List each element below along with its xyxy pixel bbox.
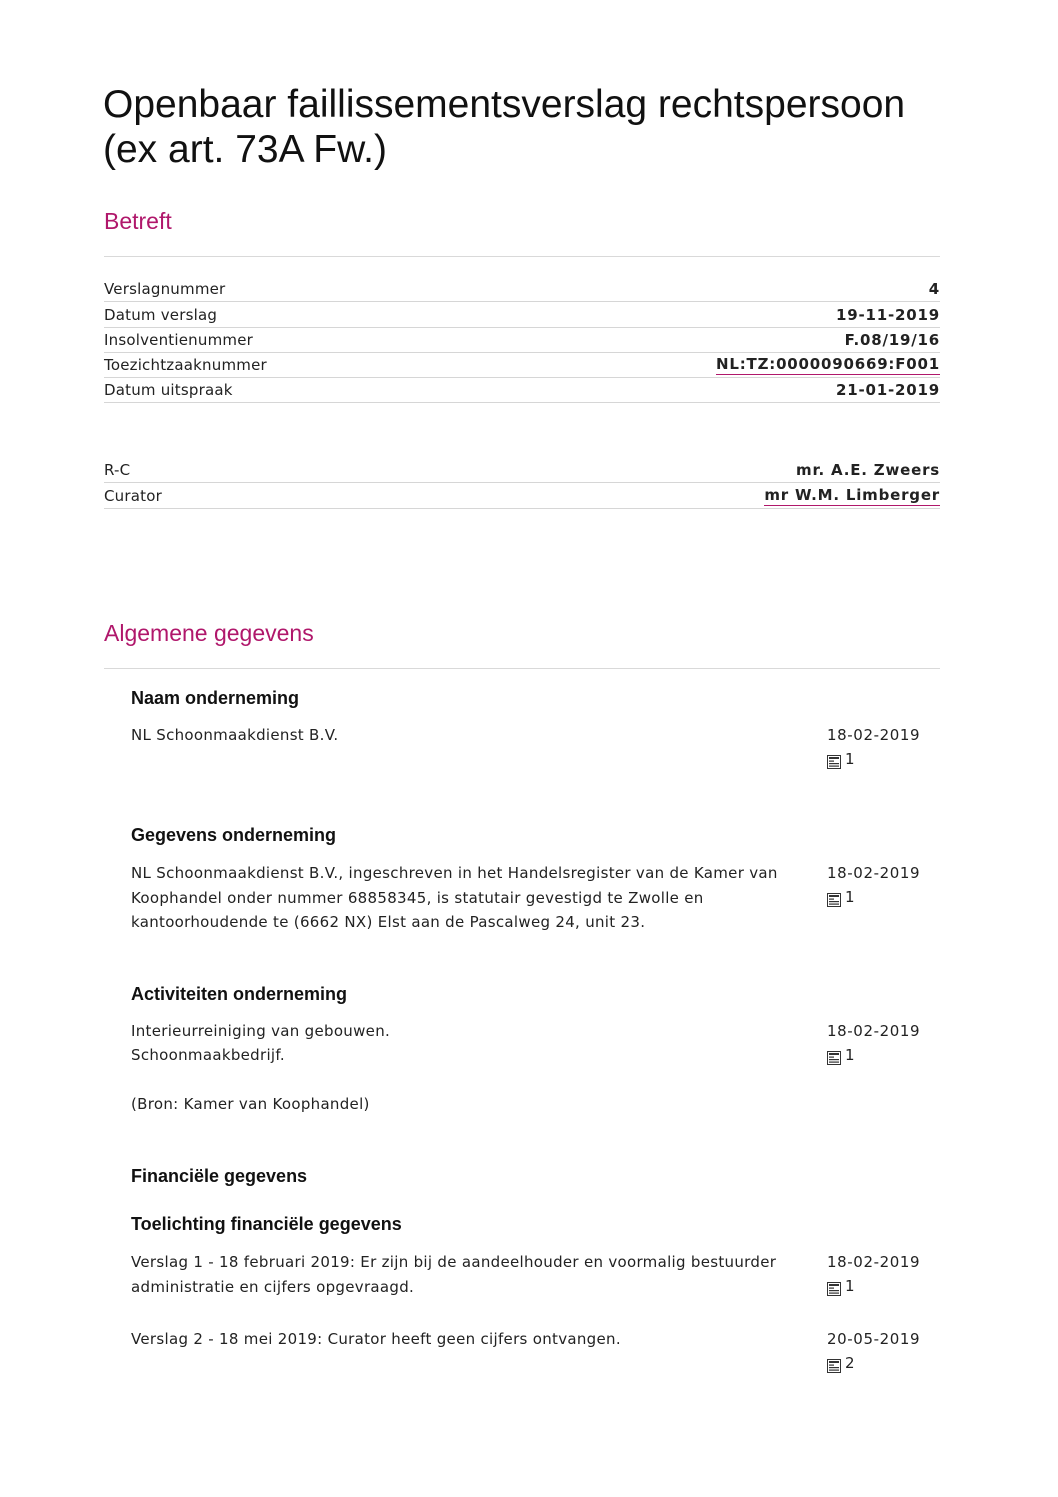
value: mr. A.E. Zweers — [796, 461, 940, 480]
heading-activiteiten-onderneming: Activiteiten onderneming — [131, 984, 348, 1004]
activiteiten-line-2: Schoonmaakbedrijf. — [131, 1046, 285, 1064]
document-icon — [827, 1359, 841, 1373]
row-toezichtzaaknummer — [104, 353, 940, 378]
entry-date: 20-05-2019 — [827, 1330, 921, 1348]
section-heading-algemene-gegevens: Algemene gegevens — [104, 620, 314, 646]
document-icon — [827, 755, 841, 769]
row-rc — [104, 458, 940, 483]
divider — [104, 256, 940, 257]
row-datum-verslag — [104, 302, 940, 327]
case-details-table — [104, 277, 940, 403]
entry-date: 18-02-2019 — [827, 864, 921, 882]
toezichtzaaknummer-link[interactable]: NL:TZ:0000090669:F001 — [716, 355, 940, 374]
document-icon — [827, 1282, 841, 1296]
page-title: Openbaar faillissementsverslag rechtspersoon (ex art. 73A Fw.) — [103, 83, 906, 171]
financieel-entry-2-text: Verslag 2 - 18 mei 2019: Curator heeft geen cijfers ontvangen. — [131, 1330, 621, 1348]
report-reference[interactable] — [827, 1354, 855, 1372]
report-reference[interactable] — [827, 750, 855, 768]
entry-date: 18-02-2019 — [827, 1022, 921, 1040]
heading-gegevens-onderneming: Gegevens onderneming — [131, 825, 337, 845]
report-reference-number: 1 — [845, 1046, 855, 1064]
value: F.08/19/16 — [844, 330, 940, 349]
report-reference[interactable] — [827, 1277, 855, 1295]
entry-date: 18-02-2019 — [827, 1253, 921, 1271]
report-reference-number: 1 — [845, 888, 855, 906]
label: Toezichtzaaknummer — [104, 356, 267, 375]
divider — [104, 668, 940, 669]
officials-table — [104, 458, 940, 509]
curator-link[interactable]: mr W.M. Limberger — [764, 485, 940, 504]
report-reference-number: 1 — [845, 1277, 855, 1295]
gegevens-onderneming-text: NL Schoonmaakdienst B.V., ingeschreven in het Handelsregister van de Kamer van Koophandel onder nummer 68858345, is statutair gevestigd te Zwolle en kantoorhoudende te (6662 NX) Elst aan de Pascalweg 24, unit 23. — [131, 864, 778, 931]
report-reference[interactable] — [827, 1046, 855, 1064]
value: 19-11-2019 — [836, 305, 940, 324]
document-icon — [827, 893, 841, 907]
row-datum-uitspraak — [104, 378, 940, 403]
label: Datum verslag — [104, 305, 218, 324]
heading-naam-onderneming: Naam onderneming — [131, 688, 300, 708]
activiteiten-line-1: Interieurreiniging van gebouwen. — [131, 1022, 391, 1040]
row-curator — [104, 483, 940, 508]
value: 4 — [928, 280, 940, 299]
report-reference[interactable] — [827, 888, 855, 906]
row-verslagnummer — [104, 277, 940, 302]
document-icon — [827, 1051, 841, 1065]
row-insolventienummer — [104, 328, 940, 353]
heading-financiele-gegevens: Financiële gegevens — [131, 1166, 308, 1186]
heading-toelichting-financiele-gegevens: Toelichting financiële gegevens — [131, 1214, 402, 1234]
label: R-C — [104, 461, 131, 480]
report-reference-number: 1 — [845, 750, 855, 768]
activiteiten-source: (Bron: Kamer van Koophandel) — [131, 1095, 370, 1113]
naam-onderneming-text: NL Schoonmaakdienst B.V. — [131, 726, 339, 744]
label: Curator — [104, 486, 162, 505]
section-heading-betreft: Betreft — [104, 208, 172, 234]
financieel-entry-1-text: Verslag 1 - 18 februari 2019: Er zijn bij de aandeelhouder en voormalig bestuurder administratie en cijfers opgevraagd. — [131, 1253, 777, 1296]
value: 21-01-2019 — [836, 381, 940, 400]
report-reference-number: 2 — [845, 1354, 855, 1372]
label: Datum uitspraak — [104, 381, 233, 400]
entry-date: 18-02-2019 — [827, 726, 921, 744]
label: Insolventienummer — [104, 330, 254, 349]
label: Verslagnummer — [104, 280, 226, 299]
